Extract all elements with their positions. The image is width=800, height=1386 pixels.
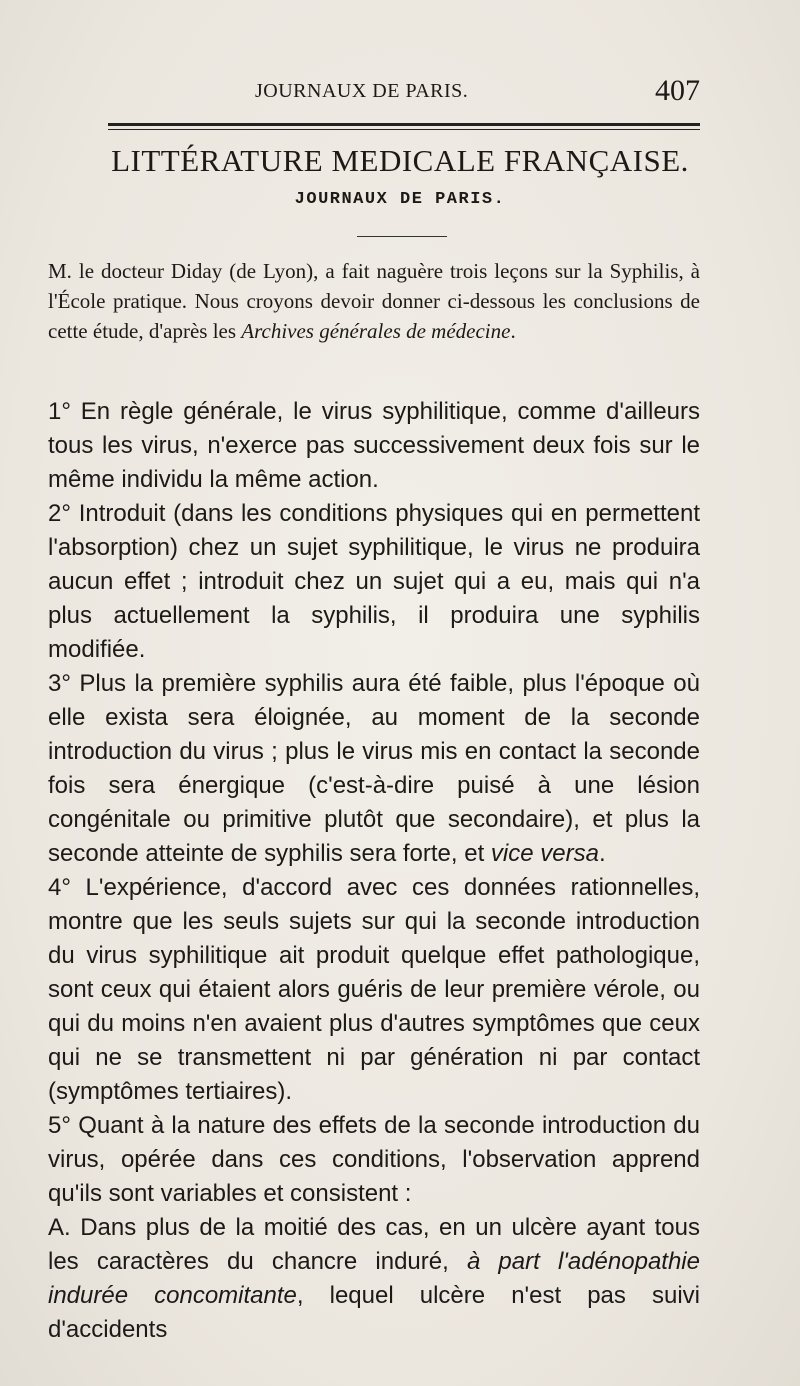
section-title: LITTÉRATURE MEDICALE FRANÇAISE.: [111, 143, 689, 178]
section-divider: [357, 236, 447, 237]
paragraph-4: 4° L'expérience, d'accord avec ces données rationnelles, montre que les seuls sujets sur qui la seconde introduction du virus syphilitique ait produit quelque effet pathologique, sont ceux qui étaient alors guéris de leur première vérole, ou qui du moins n'en avaient plus d'autres symptômes que ceux qui ne se transmettent ni par génération ni par contact (symptômes tertiaires).: [48, 874, 700, 1105]
paragraph-A-text: A. Dans plus de la moitié des cas, en un ulcère ayant tous les caractères du chancre induré,: [48, 1214, 700, 1275]
paragraph-3-italic: vice versa: [490, 840, 599, 867]
section-subtitle: JOURNAUX DE PARIS.: [294, 190, 506, 209]
paragraph-3-text: 3° Plus la première syphilis aura été faible, plus l'époque où elle exista sera éloignée, au moment de la seconde introduction du virus ; plus le virus mis en contact la seconde fois sera énergique (c'est-à-dire puisé à une lésion congénitale ou primitive plutôt que secondaire), et plus la seconde atteinte de syphilis sera forte, et: [48, 670, 700, 867]
page-number: 407: [655, 74, 700, 107]
header-rule-thin: [108, 129, 700, 130]
conclusions-body: [48, 395, 700, 1347]
intro-italic-source: Archives générales de médecine: [241, 319, 511, 343]
paragraph-2: 2° Introduit (dans les conditions physiques qui en permettent l'absorption) chez un sujet syphilitique, le virus ne produira aucun effet ; introduit chez un sujet qui a eu, mais qui n'a plus actuellement la syphilis, il produira une syphilis modifiée.: [48, 500, 700, 663]
paragraph-1: 1° En règle générale, le virus syphilitique, comme d'ailleurs tous les virus, n'exerce pas successivement deux fois sur le même individu la même action.: [48, 398, 700, 493]
paragraph-A: [48, 1211, 700, 1347]
paragraph-3-end: .: [598, 840, 606, 867]
page-header: [105, 74, 700, 120]
paragraph-5: 5° Quant à la nature des effets de la seconde introduction du virus, opérée dans ces conditions, l'observation apprend qu'ils sont variables et consistent :: [48, 1112, 700, 1207]
intro-text: M. le docteur Diday (de Lyon), a fait naguère trois leçons sur la Syphilis, à l'École pratique. Nous croyons devoir donner ci-dessous les conclusions de cette étude, d'après les: [48, 259, 700, 343]
intro-text-end: .: [510, 319, 516, 343]
paragraph-A-italic: à part l'adénopathie indurée concomitante: [48, 1248, 700, 1309]
header-rule-thick: [108, 123, 700, 126]
paragraph-3: [48, 667, 700, 871]
paragraph-A-end: , lequel ulcère n'est pas suivi d'accidents: [48, 1282, 700, 1343]
running-title: JOURNAUX DE PARIS.: [255, 80, 469, 102]
intro-paragraph: [48, 256, 700, 346]
